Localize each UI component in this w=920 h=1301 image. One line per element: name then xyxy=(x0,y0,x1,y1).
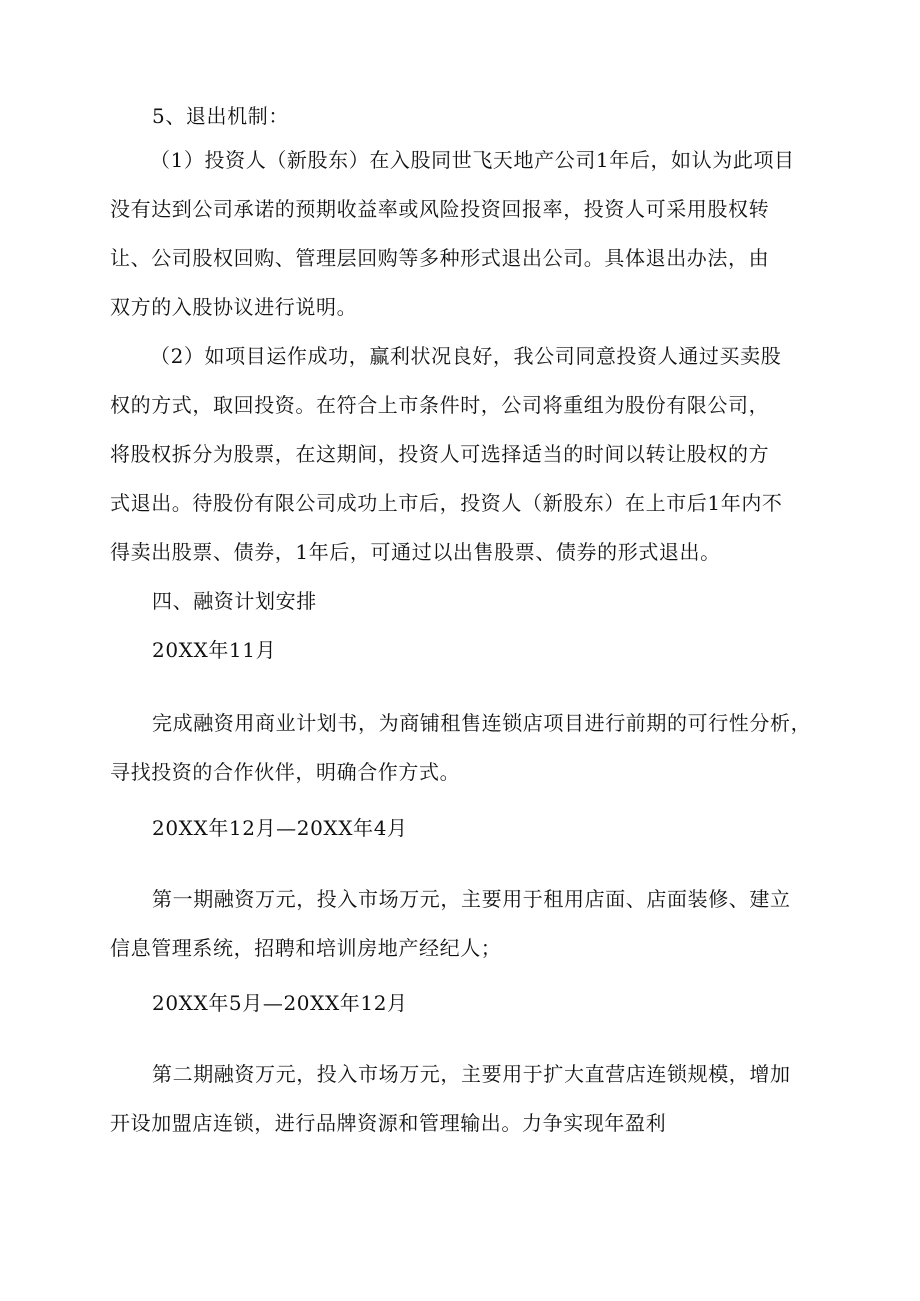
paragraph-line: 权的方式，取回投资。在符合上市条件时，公司将重组为股份有限公司， xyxy=(110,393,770,417)
paragraph-line: 式退出。待股份有限公司成功上市后，投资人（新股东）在上市后1年内不 xyxy=(110,491,783,515)
paragraph-line: （2）如项目运作成功，赢利状况良好，我公司同意投资人通过买卖股 xyxy=(150,344,782,368)
paragraph-line: 第一期融资万元，投入市场万元，主要用于租用店面、店面装修、建立 xyxy=(152,887,791,911)
paragraph-line: 开设加盟店连锁，进行品牌资源和管理输出。力争实现年盈利 xyxy=(110,1111,667,1135)
section-heading-exit-mechanism: 5、退出机制： xyxy=(152,104,289,128)
date-heading: 20XX年5月—20XX年12月 xyxy=(152,991,408,1015)
paragraph-line: 让、公司股权回购、管理层回购等多种形式退出公司。具体退出办法，由 xyxy=(110,246,770,270)
date-heading: 20XX年12月—20XX年4月 xyxy=(152,816,408,840)
paragraph-line: 第二期融资万元，投入市场万元，主要用于扩大直营店连锁规模，增加 xyxy=(152,1062,791,1086)
paragraph-line: 将股权拆分为股票，在这期间，投资人可选择适当的时间以转让股权的方 xyxy=(110,442,770,466)
paragraph-line: 完成融资用商业计划书，为商铺租售连锁店项目进行前期的可行性分析， xyxy=(152,711,812,735)
paragraph-line: 没有达到公司承诺的预期收益率或风险投资回报率，投资人可采用股权转 xyxy=(110,197,770,221)
paragraph-line: 双方的入股协议进行说明。 xyxy=(110,295,358,319)
section-heading-financing-plan: 四、融资计划安排 xyxy=(152,589,317,613)
date-heading: 20XX年11月 xyxy=(152,638,277,662)
paragraph-line: 信息管理系统，招聘和培训房地产经纪人； xyxy=(110,936,502,960)
paragraph-line: （1）投资人（新股东）在入股同世飞天地产公司1年后，如认为此项目 xyxy=(150,148,795,172)
paragraph-line: 得卖出股票、债券，1年后，可通过以出售股票、债券的形式退出。 xyxy=(110,540,721,564)
paragraph-line: 寻找投资的合作伙伴，明确合作方式。 xyxy=(110,760,461,784)
